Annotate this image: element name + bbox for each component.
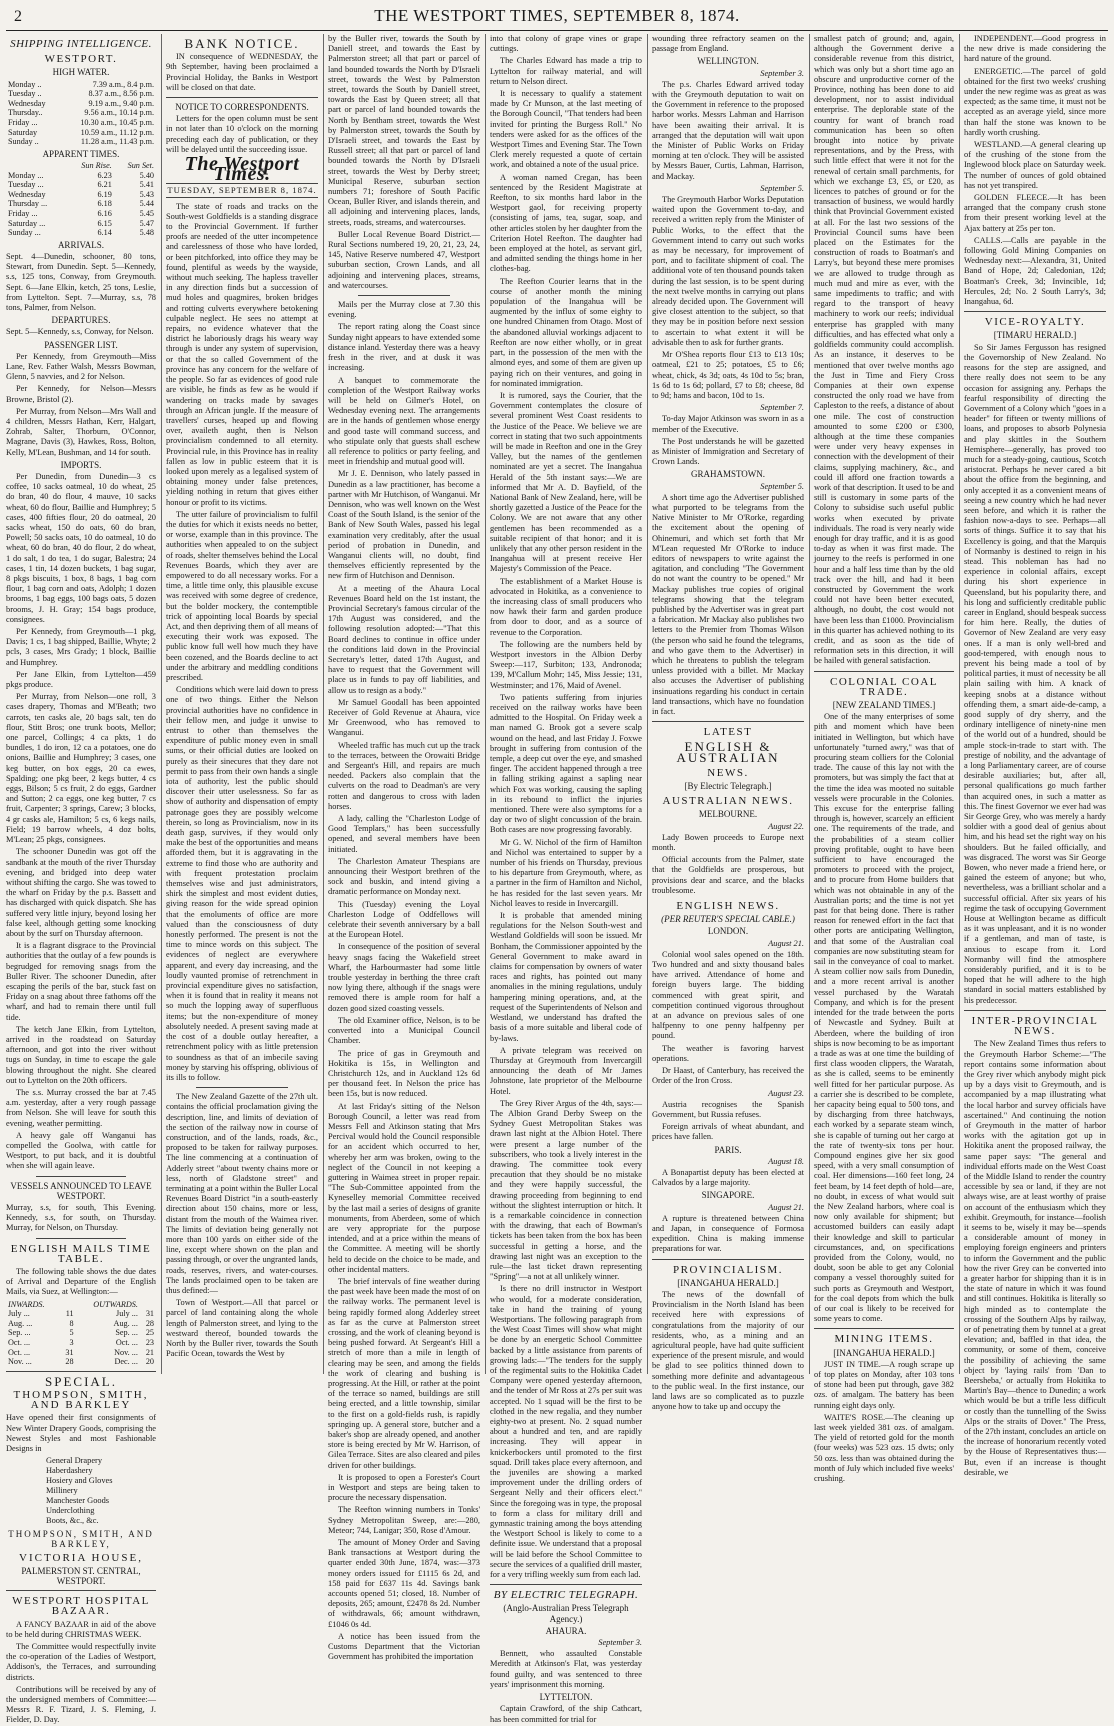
paragraph: CALLS.—Calls are payable in the following Gold Mining Companies on Wednesday next:—Alexandra, 31, United Band of Hope, 2d; Caledonian, 12d; Boatman's Creek, 3d; Invincible, 1d; Hercules, 2d; No. 2 South Larry's, 3d; Inangahua, 6d. <box>964 235 1106 307</box>
paragraph: The Reefton winning numbers in Tonks' Sydney Metropolitan Sweep, are:—280, Meteor; 744, Lanigar; 350, Rose d'Amour. <box>328 1505 480 1535</box>
heading-news: NEWS. <box>707 766 749 779</box>
paragraph: A lady, calling the "Charleston Lodge of Good Templars," has been successfully opened, and several members have been initiated. <box>328 814 480 854</box>
paragraph: smallest patch of ground; and, again, although the Government derive a considerable revenue from this district, which was only but a short time ago an obscure and unproductive corner of the Province, nothing has been done to aid development, nor to assist individual enterprise. The deplorable state of the country for want of branch road communication has been so often brought into notice by private representations, and by the Press, with such little effect that were it not for the renewal of certain small parchments, for which we exchange £3, £5, or £20, as licences to patches of ground or for the transaction of business, we would hardly think that Provincial Government existed at all. For the last two sessions of the Provincial Council sums have been placed on the Estimates for the construction of roads to Boatman's and Larry's, but beyond these mere promises we are allowed to trudge through as much mud and mire as ever, with the same impediments to traffic; and with regard to the transport of heavy machinery to work our reefs; individual enterprise has grappled with many difficulties, and has effected what only a goldfields community could accomplish. As an instance, it deserves to be mentioned that over twelve months ago the Just in Time and Fiery Cross Companies at their own expense constructed the only road we have from Capleston to the reefs, a distance of about one mile. The cost of construction amounted to some £200 or £300, although at the time these companies were under very heavy expenses in connection with the development of their claims, supplying machinery, &c., and could ill afford one fraction towards a work of that description. It used to be and still is customary in some parts of the Colony to subsidise such useful public works when executed by private individuals. The road is very nearly wide enough for dray traffic, and it is as good to-day as when it was first made. The journey to the reefs is performed in one hour and a half less time than by the old track over the hill, and had it been constructed by Government the work could not have been better executed, although, no doubt, the cost would not have been less than £1000. Provincialism in this quarter has achieved nothing to its credit, and as soon as the tide of reformation sets in this direction, it will be hailed with general satisfaction. <box>814 34 955 666</box>
separator <box>652 721 804 722</box>
table-cell: 5.44 <box>139 199 154 209</box>
paragraph: JUST IN TIME.—A rough scrape up of top plates on Monday, after 103 tons of stone had been put through, gave 382 ozs. of amalgam. The battery has been running eight days only. <box>814 1359 954 1410</box>
separator <box>964 1010 1106 1011</box>
paragraph: The Reefton Courier learns that in the course of another month the mining population of the Inangahua will be augmented by the influx of some eighty to one hundred Chinamen from Otago. Most of the abandoned alluvial workings adjacent to Reefton are now either wholly, or in great part, in the possession of the men with the almond eyes, and some of them are given up paying rich on their ventures, and going in for nominated immigration. <box>490 276 642 388</box>
paragraph: Mails per the Murray close at 7.30 this evening. <box>328 300 480 320</box>
table-cell: Oct. ... <box>8 1347 31 1357</box>
paragraph: Per Kennedy, from Greymouth—Miss Lane, Rev. Father Walsh, Messrs Bowman, Glenn, 5 navvies, and 2 for Nelson. <box>6 351 156 382</box>
separator <box>358 295 450 296</box>
table-cell: 28 <box>145 1318 154 1328</box>
paragraph: The ketch Jane Elkin, from Lyttelton, arrived in the roadstead on Saturday afternoon, and got into the river without tugs on Sunday, in time to escape the gale blowing throughout the night. She cleared out to Lyttelton on the 20th officers. <box>6 1024 156 1085</box>
heading-melbourne: MELBOURNE. <box>698 809 758 820</box>
press-agency: (Anglo-Australian Press Telegraph Agency.) <box>503 1603 629 1624</box>
column-rule <box>323 34 324 1374</box>
goods-list <box>46 1456 156 1526</box>
dateline: August 21. <box>768 938 804 948</box>
paragraph: The p.s. Charles Edward arrived today with the Greymouth deputation to wait on the Government in reference to the proposed harbor works. Messrs Lahman and Harrison have been awaiting their arrival. It is arranged that the deputation will wait upon the Minister of Public Works on Friday morning at ten o'clock. They will be assisted by Messrs Bauer, Curtis, Lahman, Harrison, and Mackay. <box>652 79 804 181</box>
bank-notice-text: IN consequence of WEDNESDAY, the 9th September, having been proclaimed a Provincial Holiday, the Banks in Westport will be closed on that date. <box>166 52 318 92</box>
table-cell: July ... <box>8 1309 30 1319</box>
separator <box>814 671 954 672</box>
paragraph: The weather is favoring harvest operations. <box>652 1043 804 1063</box>
heading-bank-notice: BANK NOTICE. <box>184 36 300 51</box>
table-cell: 5.45 <box>139 208 154 218</box>
paragraph: The s.s. Murray crossed the bar at 7.45 a.m. yesterday, after a very rough passage from Nelson. She will leave for south this evening, weather permitting. <box>6 1087 156 1128</box>
column-rule <box>485 34 486 1374</box>
column-rule <box>809 34 810 1374</box>
table-cell: 10.59 a.m., 11.12 p.m. <box>80 127 154 137</box>
table-cell: 6.23 <box>97 170 112 180</box>
paragraph: Colonial wool sales opened on the 18th. Two hundred and and sixty thousand bales have arrived. Attendance of home and foreign buyers large. The bidding commenced with great spirit, and competition continued vigorous throughout at an advance on previous sales of one halfpenny to one penny halfpenny per pound. <box>652 949 804 1041</box>
table-cell: Saturday ... <box>8 218 46 228</box>
table-cell: 11.28 a.m., 11.43 p.m. <box>80 137 154 147</box>
tide-table <box>6 80 156 147</box>
heading-mails: ENGLISH MAILS TIME TABLE. <box>10 1242 152 1265</box>
dateline: August 22. <box>768 821 804 831</box>
table-cell: 5.47 <box>139 218 154 228</box>
heading-hospital-bazaar: WESTPORT HOSPITAL BAZAAR. <box>12 1595 150 1618</box>
table-row <box>6 1338 156 1348</box>
paragraph: A FANCY BAZAAR in aid of the above to be held during CHRISTMAS WEEK. <box>6 1619 156 1639</box>
paragraph: WESTLAND.—A general clearing up of the crushing of the stone from the Inglewood block place on Saturday week. The number of ounces of gold obtained has not yet transpired. <box>964 140 1106 190</box>
table-cell: 10.30 a.m., 10.45 p.m. <box>80 117 154 127</box>
table-cell <box>140 1300 156 1310</box>
heading-ahaura: AHAURA. <box>545 1625 587 1636</box>
paragraph: The brief intervals of fine weather during the past week have been made the most of on the railway works. The permanent level is being rapidly formed along Adderley street as far as the curve at Palmerston street crossing, and the work of cleaning beyond is being pushed forward. At Sergeant's Hill a stretch of more than a mile in length of clearing may be seen, and among the fields the work of clearing and bushing is progressing. At the Hill, or rather at the point of the terrace so named, buildings are still being erected, and a little township, similar to the first on a gold-fields rush, is rapidly springing up. A general store, butcher and a baker's shop are already opened, and another store is being erected by Mr W. Harrison, of Gilea Terrace. Sites are also cleared and piles driven for other buildings. <box>328 1276 480 1470</box>
table-row <box>6 137 156 147</box>
leader-dateline: TUESDAY, SEPTEMBER 8, 1874. <box>166 183 318 197</box>
separator <box>490 1584 642 1585</box>
table-cell: 31 <box>65 1347 74 1357</box>
heading-departures: DEPARTURES. <box>51 315 111 326</box>
heading-telegraph: BY ELECTRIC TELEGRAPH. <box>493 1589 639 1602</box>
mails-intro: The following table shows the due dates of Arrival and Departure of the English Mails, via Suez, at Wellington:— <box>6 1267 156 1297</box>
table-cell: 6.18 <box>97 199 112 209</box>
vessels-text: Murray, s.s, for south, This Evening. Kennedy, s.s, for south, on Thursday. Murray, for Nelson, on Thursday. <box>6 1203 156 1233</box>
paragraph: It is proposed to open a Forester's Court in Westport and steps are being taken to procure the necessary dispensation. <box>328 1472 480 1503</box>
paragraph: Mr Samuel Goodall has been appointed Receiver of Gold Revenue at Ahaura, vice Mr Greenwood, who has removed to Wanganui. <box>328 697 480 738</box>
heading-correspondents: NOTICE TO CORRESPONDENTS. <box>175 102 309 113</box>
table-cell: Wednesday <box>8 98 46 108</box>
table-cell: Friday ... <box>8 208 38 218</box>
paragraph: The establishment of a Market House is advocated in Hokitika, as a convenience to the increasing class of small producers who now hawk their farm and garden produce from door to door, and as a source of revenue to the Corporation. <box>490 576 642 637</box>
paragraph: The following are the numbers held by Westport investors in the Albion Derby Sweep:—117, Surbiton; 133, Andronoda; 139, M'Callum Mohr; 145, Miss Jessie; 131, Westminster; and 176, Maid of Avenel. <box>490 639 642 690</box>
sun-table <box>6 161 156 238</box>
heading-vessels: VESSELS ANNOUNCED TO LEAVE WESTPORT. <box>10 1180 152 1201</box>
table-cell: Sunday ... <box>8 228 41 238</box>
heading-special: SPECIAL. <box>45 1373 117 1389</box>
paragraph: Per Kennedy, from Greymouth—1 pkg, Davis; 1 cs, 1 bag shipped, Baillie, Whyte; 2 pcls, 3 cases, Mrs Grady; 1 block, Baillie and Humphrey. <box>6 627 156 667</box>
paragraph: Captain Crawford, of the ship Cathcart, has been committed for trial for <box>490 1704 642 1724</box>
paragraph: Conditions which were laid down to press one of two things. Either the Nelson provincial authorities have no confidence in their fellow men, and judge it unwise to entrust to other than themselves the expenditure of public money even in small sums, or their official duties are looked on purely as their sinecures that they dare not permit to pass from their own hands a single iota of authority, lest the public should discover their utter uselessness. So far as show of authority and dispensation of empty patronage goes they are possibly welcome therein, so long as Provincialism, now in its death gasp, survives, if they would only make the best of the opportunities and means afforded them, but it is aggravating in the extreme to find those who are authority and with frequent protestation proclaim themselves wise and just administrators, shirk the simplest and most evident duties, giving reason for the wide spread opinion that the emoluments of office are more valued than the consciousness of duty honestly performed. The present is not the time to mince words on this subject. The evidences of neglect are everywhere apparent, and every day increasing, and the loudly vaunted promise of retrenchment in provincial expenditure gives no satisfaction, when it is found that in reality it means not so much the lopping away of superfluous items; but the non-expenditure of money absolutely needed. A present saving made at the cost of a double outlay hereafter, a retrenchment policy with as little pretension to soundness as that of an imbecile saving money by starving his offspring, oblivious of its ills to follow. <box>166 685 318 1082</box>
table-cell <box>6 161 66 171</box>
paragraph: Per Murray, from Nelson—one roll, 3 cases drapery, Thomas and M'Beath; two carrots, ten casks ale, 20 bags salt, ten do flour, Stitt Bros; one trunk boots, Mellor; one parcel, Collings; 4 ca pkts, 1 do bundles, 1 do iron, 12 ca a potatoes, one do onions, Baillie and Humphrey; 3 cases, one keg butter, on box eggs, 20 ca ewes, Spalding; one pkg beer, 2 kegs butter, 4 cs eggs, Bilson; 5 cs fruit, 2 do eggs, Gardner and Sutton; 2 ca eggs, one keg butter, 7 cs fruit, Carpenter; 3 springs, Carew; 3 blocks, 4 gr casks ale, Hamilton; 5 cs, 6 kegs nails, Field; 19 barrow wheels, 4 doz bolts, M'Lean; 25 pkgs, consignees. <box>6 692 156 845</box>
list-item: Manchester Goods <box>46 1496 110 1506</box>
table-cell: 6.19 <box>97 189 112 199</box>
paragraph: The state of roads and tracks on the South-west Goldfields is a standing disgrace to the Provincial Government. If further proofs are needed of the utter incompetence and carelessness of those who have lorded, or been pitchforked, into office they may be found, plentiful as weeds by the wayside, without much seeking. The hapless traveller in any direction finds but a succession of mud holes and quagmires, broken bridges and rotting culverts everywhere betokening culpable neglect. He sees no attempt at repairs, no evidence whatever that the district he laboriously drags his weary way through is under any system of supervision, or that the so called Government of the province has any concern for the welfare of the people. So far as evidences of good rule are visible, he finds as few as he would if wandering on tracks made by savages through an African jungle. If the measure of travellers' curses, heaped up and flowing over, availeth aught, then is Nelson provincialism condemned to all eternity. Provincial rule, in this Province has in reality fallen as low in public esteem that it is looked upon merely as a legalised system of obtaining money under false pretences, yielding nothing in return that gives either honour or profit to its victims. <box>166 201 318 507</box>
paragraph: The Grey River Argus of the 4th, says:—The Albion Grand Derby Sweep on the Sydney Guest Metropolitan Stakes was drawn last night at the Albion Hotel. There were present a large number of the subscribers, who took a lively interest in the drawing. The committee took every precaution that they should be no mistake and they were happily successful, the drawing proceeding from beginning to end without the slightest interruption or hitch. It is a remarkable coincidence in connection with the drawing, that each of Bowman's tickets has been taken from the box has been successful in getting a horse, and the drawing last night was an exception to the rule—the last ticket drawn representing "Spring"—a not at all unlikely winner. <box>490 1098 642 1282</box>
column-rule <box>161 34 162 1374</box>
source-timaru: [TIMARU HERALD.] <box>993 330 1077 341</box>
heading-highwater: HIGH WATER. <box>52 67 110 78</box>
table-cell <box>59 1300 75 1310</box>
table-cell: Wednesday <box>8 189 46 199</box>
paragraph: The Charles Edward has made a trip to Lyttelton for railway material, and will return to Nelson direct. <box>490 56 642 86</box>
separator <box>36 1176 126 1177</box>
paragraph: So Sir James Fergusson has resigned the Governorship of New Zealand. No reasons for the step are assigned, and there really does not seem to be any occasion for assigning any. Perhaps the fearful responsibility of directing the Government of a Colony which "goes in a header" for fifteen or twenty millions of loans, and proposes to absorb Polynesia and play skittles in the Southern Hemisphere—generally, has proved too much for a steady-going, cautious, Scotch aristocrat. Perhaps he never cared a bit about the office from the beginning, and only accepted it as a convenient means of seeing a new country which he had never seen before, and which it is rather the fashion now-a-days to see. Perhaps—all sorts of things. Suffice it to say that his Excellency is going, and that the Marquis of Normanby is destined to reign in his stead. This nobleman has had no experience in colonial affairs, except during his short experience in Queensland, but his popularity there, and his long and sufficiently creditable public career in England, should bespeak success for him here. Really, the duties of Governor of New Zealand are very easy ones. If a man is only well-bred and good-tempered, with enough nous to prevent his being made a tool of by political parties, it must of necessity be all plain sailing with him. A knack of keeping snobs at a distance without offending them, a smart aide-de-camp, a good supply of dry sherry, and the ordinary intelligence of ninety-nine men of the world out of a hundred, should be ample stock-in-trade to start with. The prestige of nobility, and the advantage of a long Parliamentary career, are of course desirable auxiliaries; but, after all, personal qualifications go much farther than acquired ones, in such a matter as this. The finest Governor we ever had was Sir George Grey, who was merely a hardy soldier with a good deal of genius about him, and his head set the right way on his shoulders. But he failed officially, and was disgraced. The worst was Sir George Bowen, who never made a friend here, or gained the esteem of anyone; but who, nevertheless, was a brilliant scholar and a successful official. After six years of his regime the task of occupying Government House at Wellington became as difficult as it was unpleasant, and it is no wonder if a gentleman, and man of taste, is anxious to escape from it. Lord Normanby will find the atmosphere considerably purified, and it is to be hoped that he will adhere to the high standard in social matters established by his predecessor. <box>964 342 1106 1005</box>
table-cell: Sun Set. <box>127 160 154 170</box>
paragraph: Wheeled traffic has much cut up the track to the terraces, between the Orowaiti Bridge and Sergeant's Hill, and repairs are much needed. Packers also complain that the culverts on the road to Deadman's are very rotten and dangerous to cross with laden horses. <box>328 740 480 811</box>
table-row <box>6 228 156 238</box>
paragraph: A heavy gale off Wanganui has compelled the Goolwa, with cattle for Westport, to put back, and it is doubtful when she will again leave. <box>6 1130 156 1171</box>
table-cell: 5.40 <box>139 170 154 180</box>
table-cell: Thursday.. <box>8 108 43 118</box>
notice-text: Letters for the open column must be sent in not later than 10 o'clock on the morning preceding each day of publication, or they will be delayed until the succeeding issue. <box>166 114 318 154</box>
paragraph: At last Friday's sitting of the Nelson Borough Council, a letter was read from Messrs Fell and Atkinson stating that Mrs Percival would hold the Council responsible for an accident which occurred to her, whereby her arm was broken, owing to the neglect of the Council in not keeping a guttering in Waimea street in proper repair. "The Sub-Committee appointed from the Kyneselley memorial Committee received by the last mail a series of designs of granite monuments, from Aberdeen, some of which are very appropriate for the purpose intended, and at a price within the means of the Committee. A meeting will be shortly held to decide on the choice to be made, and other incidental matters. <box>328 1101 480 1274</box>
heading-wellington: WELLINGTON. <box>697 56 759 67</box>
dateline: September 7. <box>760 403 804 413</box>
separator <box>6 1590 156 1591</box>
table-row <box>6 99 156 109</box>
paragraph: Dr Haast, of Canterbury, has received the Order of the Iron Cross. <box>652 1066 804 1086</box>
table-cell: OUTWARDS. <box>93 1299 138 1309</box>
paragraph: A notice has been issued from the Customs Department that the Victorian Government has prohibited the importation <box>328 1631 480 1662</box>
column-5 <box>652 34 804 1412</box>
paragraph: GOLDEN FLEECE.—It has been arranged that the company crush stone from their present working level at the Ajax battery at 25s per ton. <box>964 193 1106 233</box>
heading-london: LONDON. <box>707 926 749 937</box>
paragraph: Lady Bowen proceeds to Europe next month. <box>652 832 804 853</box>
page-number: 2 <box>14 8 23 25</box>
heading-arrivals: ARRIVALS. <box>57 239 105 250</box>
paragraph: The New Zealand Times thus refers to the Greymouth Harbor Scheme:—"The report contains some information about the Grey river which anybody might pick up by a days visit to Greymouth, and is accompanied by a map illustrating what the local harbor and survey officials have ascertained." And continuing the notion of Greymouth in the matter of harbor works with the agitation got up in Hokitika anent the proposed railway, the same paper says: "The general and individual efforts made on the West Coast of the Middle Island to render the country accessible by sea or land, if they are not always wise, are at least worthy of praise on account of the enthusiasm which they exhibit. Greymouth, for instance—foolish it seems to be, wisely it may be—spends a considerable amount of money in employing foreign engineers and printers to inform the Government and the public how the river Grey can be converted into a greater harbor for shipping than it is in the state of nature in which it was found and still continues. Hokitika is literally so high minded as to contemplate the crossing of the Southern Alps by railway, or of penetrating them by tunnel at a great elevation; and, baffled in that idea, the community, or some of them, conceive the possibility of achieving the same object by 'laying rails' from 'Dan to Beersheba,' or actually from Hokitika to Martin's Bay—thence to Dunedin; a work which would be but a trifle less difficult or costly than the tunnelling of the Swiss Alps or the straits of Dover." The Press, of the 27th instant, concludes an article on the increase of honorarium recently voted by the House of Representatives thus:—But, even if an increase is thought desirable, we <box>964 1039 1106 1477</box>
reuter-cable: (PER REUTER'S SPECIAL CABLE.) <box>661 914 795 925</box>
table-cell: Oct. ... <box>115 1338 138 1347</box>
separator <box>196 1087 288 1088</box>
table-row <box>6 180 156 190</box>
paragraph: The Committee would respectfully invite the co-operation of the Ladies of Westport, Addison's, the Terraces, and surrounding districts. <box>6 1642 156 1682</box>
dateline: September 3. <box>760 68 804 78</box>
mails-table <box>6 1300 156 1367</box>
paragraph: One of the many enterprises of some pith and moment which have been initiated in Wellington, but which have unfortunately "turned awry," was that of procuring steam colliers for the Colonial trade. The cause of this lay not with the promoters, but was simply the fact that at the time the idea was mooted no suitable vessels were procurable in the Colonies. This excuse for the enterprise falling through is, however, scarcely an efficient one. The requirements of the trade, and the probabilities of a steam collier proving profitable, ought to have been sufficient to have encouraged the promoters to proceed with the project, and to procure from Home builders that which was not obtainable in any of the Australian ports; and the time is not yet past for that being done. There is rather reason for renewed effort in the fact that other ports are anticipating Wellington, and that some of the Australian coal companies are now substituting steam for sail in the conveyance of coal to market. A steam collier now sails from Dunedin, and a more recent arrival is another vessel purchased by the Waratah Company, and which is for the present intended for the trade between the ports of Newcastle and Sydney. Built at Aberdeen, where the building of iron ships is now becoming to be as important a trade as was at one time the building of first class wooden clippers, the Waratah, as she is called, seems to be eminently well fitted for her particular purpose. As a carrier she is described to be complete, her capacity being equal to 500 tons, and by discharging from three hatchways, each worked by a separate steam winch, she is capable of turning out her cargo at the rate of twenty-six tons per hour. Compound engines give her six good speed, with a very small consumption of coal. Her dimensions—160 feet long, 24 feet beam, by 14 feet depth of hold—are, no doubt, in excess of what would suit the New Zealand harbors, where coal is now only available for shipment; but accustomed builders can easily adapt their knowledge and skill to particular circumstances, and, on specifications provided from the Colony, would, no doubt, soon be able to get any Colonial company a vessel thoroughly suited for such ports as Greymouth and Westport, for the coal depots from which the bulk of our coal is likely to be received for some years to come. <box>814 712 954 1324</box>
paragraph: ENERGETIC.—The parcel of gold obtained for the first two weeks' crushing under the new regime was as great as was expected; as the same time, it must not be accepted as an average yield, since more than half the stone was known to be hardly worth crushing. <box>964 66 1106 137</box>
table-row <box>6 1309 156 1319</box>
paragraph: Foreign arrivals of wheat abundant, and prices have fallen. <box>652 1122 804 1142</box>
separator <box>6 1371 156 1372</box>
table-cell: 11 <box>65 1309 74 1319</box>
paragraph: into that colony of grape vines or grape cuttings. <box>490 34 642 54</box>
table-cell: Sun Rise. <box>81 160 112 170</box>
paragraph: The price of gas in Greymouth and Hokitika is 15s, in Wellington and Christchurch 12s, and in Auckland 12s 6d per thousand feet. In Nelson the price has been 15s, but is now reduced. <box>328 1048 480 1099</box>
heading-inter-provincial: INTER-PROVINCIAL NEWS. <box>971 1014 1099 1038</box>
paragraph: The amount of Money Order and Saving Bank transactions at Westport during the quarter ended 30th June, 1874, was:—373 money orders issued for £1115 6s 2d, and 158 paid for £637 11s 4d. Savings bank accounts opened 51; closed, 18. Number of deposits, 265; amount, £2478 8s 2d. Number of withdrawals, 66; amount withdrawn, £1046 0s 4d. <box>328 1538 480 1629</box>
table-cell: 9.19 a.m., 9.40 p.m. <box>88 98 154 108</box>
table-cell: 6.21 <box>97 180 112 190</box>
dateline: August 23. <box>768 1088 804 1098</box>
heading-vice-royalty: VICE-ROYALTY. <box>984 316 1086 329</box>
paragraph: To-day Major Atkinson was sworn in as a member of the Executive. <box>652 414 804 434</box>
table-cell: Aug. ... <box>8 1318 33 1328</box>
table-cell: INWARDS. <box>8 1299 45 1309</box>
paragraph: The old Examiner office, Nelson, is to be converted into a Municipal Council Chamber. <box>328 1015 480 1046</box>
separator <box>36 1238 126 1239</box>
table-cell: 28 <box>65 1357 74 1367</box>
table-cell: 8.37 a.m., 8.56 p.m. <box>88 89 154 99</box>
column-1 <box>6 34 156 1725</box>
source-nz-times: [NEW ZEALAND TIMES.] <box>832 700 936 710</box>
paragraph: Per Kennedy, for Nelson—Messrs Browne, Bristol (2). <box>6 384 156 404</box>
paragraph: A rupture is threatened between China and Japan, in consequence of Formosa expedition. China is making immense preparations for war. <box>652 1213 804 1254</box>
table-row <box>6 219 156 229</box>
heading-shipping: SHIPPING INTELLIGENCE. <box>10 38 152 50</box>
heading-australian-news: AUSTRALIAN NEWS. <box>662 795 794 808</box>
paragraph: WAITE'S ROSE.—The cleaning up last week yielded 381 ozs. of amalgam. The yield of retorted gold for the month (four weeks) was 523 ozs. 15 dwts; only 50 ozs. less than was obtained during the month of July which included five weeks' crushing. <box>814 1412 954 1484</box>
table-row <box>6 1300 156 1310</box>
table-cell: Tuesday .. <box>8 89 42 99</box>
paragraph: A short time ago the Advertiser published what purported to be telegrams from the Native Minister to Mr O'Rorke, regarding the excitement about the opening of Ohinemuri, and which set forth that Mr M'Lean requested Mr O'Rorke to induce editors of newspapers to write against the agitation, and concluding "The Government do not want the country to be opened." Mr Mackay publishes true copies of original telegrams showing that the telegram published by the Advertiser was in great part a fabrication. Mr Mackay also publishes two letters to the Premier from Thomas Wilson (the person who said he found the telegrams, and who gave them to the Advertiser) in which he threatens to publish the telegram unless provided with a billet. Mr Mackay also accuses the Advertiser of publishing insinuations regarding his conduct in certain land transactions, which have no foundation in fact. <box>652 492 804 716</box>
paragraph: The utter failure of provincialism to fulfil the duties for which it exists needs no better, or worse, example than in this province. The authorities when appealed to on the subject of roads, shelter themselves behind the Local Revenues Boards, which they aver are empowered to do all necessary works. For a time, a little time only, this plausible excuse was received with some degree of credence, but the bolder mockery, the contemptible trick of appointing local Boards by special Act, and then depriving them of all means of executing their work was exposed. The public know full well how much they have been cozened, and the Boards decline to act under the arbitrary and meddling conditions prescribed. <box>166 509 318 682</box>
paragraph: Buller Local Revenue Board District.—Rural Sections numbered 19, 20, 21, 23, 24, 145, Native Reserve numbered 47, Westport suburban section, Crown Lands, and all adjoining and intervening places, streams, and watercourses. <box>328 229 480 290</box>
paragraph: wounding three refractory seamen on the passage from England. <box>652 34 804 54</box>
paragraph: The report rating along the Coast since Sunday night appears to have extended some distance inland. Yesterday there was a heavy fresh in the river, and at dusk it was increasing. <box>328 322 480 373</box>
list-item: Haberdashery <box>46 1466 93 1476</box>
table-cell: Tuesday ... <box>8 180 44 190</box>
heading-mining-items: MINING ITEMS. <box>834 1333 934 1346</box>
paragraph: It is rumored, says the Courier, that the Government contemplates the closure of several prominent West Coast residents to the Justice of the Peace. We believe we are correct in stating that two such appointments will be made in Reefton and one in the Grey Valley, but the names of the gentlemen nominated are yet a secret. The Inangahua Herald of the 5th instant says:—We are informed that Mr A. D. Bayfield, of the National Bank of New Zealand, here, will be shortly gazetted a Justice of the Peace for the Colony. We are not aware that any other gentlemen has been recommended as a suitable recipient of that honor; and it is unlikely that any other person resident in the Inangahua will at present receive Her Majesty's Commission of the Peace. <box>490 390 642 574</box>
separator <box>166 97 318 98</box>
table-cell: Aug. ... <box>113 1318 138 1328</box>
paragraph: Mr O'Shea reports flour £13 to £13 10s; oatmeal, £21 to 25; potatoes, £5 to £6; wheat, chick, 4s 3d; oats, 4s 10d to 5s; bran, 1s 6d to 1s 6d; pollard, £7 to £8; cheese, 8d to 9d; hams and bacon, 10d to 1s. <box>652 350 804 400</box>
paragraph: Per Murray, from Nelson—Mrs Wall and 4 children, Messrs Hathan, Kerr, Halgart, Zohrab, Salter, Thorburn, O'Connor, Magrane, Davis (3), Hawkes, Ross, Bolton, Kelly, M'Lean, Bushman, and 14 for south. <box>6 406 156 457</box>
source-inangahua: [INANGAHUA HERALD.] <box>677 1277 779 1288</box>
table-cell: 6.15 <box>97 218 112 228</box>
column-rule <box>647 34 648 1374</box>
table-cell: Sunday .. <box>8 137 39 147</box>
dateline: September 3. <box>598 1638 642 1648</box>
table-row <box>6 199 156 209</box>
dateline: August 18. <box>768 1156 804 1166</box>
table-cell: Nov. ... <box>8 1357 32 1367</box>
heading-english-australian: ENGLISH & AUSTRALIAN <box>676 739 780 765</box>
paragraph: It is probable that amended mining regulations for the Nelson South-west and Westland Goldfields will soon be issued. Mr Bonham, the Commissioner appointed by the General Government to make award in claims for compensation by owners of water races and rights, has pointed out many anomalies in the mining regulations, unduly hampering mining operations, and, at the request of the Superintendents of Nelson and Westland, we understand has drafted the basis of a more suitable and liberal code of by-laws. <box>490 911 642 1043</box>
table-cell: 25 <box>145 1328 154 1338</box>
departures-text: Sept. 5—Kennedy, s.s, Conway, for Nelson. <box>6 327 154 337</box>
paragraph: The Charleston Amateur Thespians are announcing their Westport brethren of the sock and buskin, and intend giving a dramatic performance on Monday next. <box>328 856 480 897</box>
table-row <box>6 80 156 90</box>
heading-imports: IMPORTS. <box>60 459 102 470</box>
list-item: General Drapery <box>46 1456 103 1466</box>
heading-westport: WESTPORT. <box>44 53 118 66</box>
paragraph: The Greymouth Harbor Works Deputation waited upon the Government to-day, and received a written reply from the Minister of Public Works, to the effect that the Government intend to carry out such works as may be necessary, for improvement of port, and to facilitate shipment of coal. The additional vote of ten thousand pounds taken during the last session, is to be spent during the next twelve months in carrying out plans already decided upon. The Government will give closest attention to the subject, so that they may be in position before next session to ascertain to what extent it will be advisable then to ask for further grants. <box>652 195 804 347</box>
list-item: Underclothing <box>46 1506 95 1516</box>
table-cell: 7.39 a.m., 8.4 p.m. <box>92 79 154 89</box>
paragraph: Per Jane Elkin, from Lyttelton—459 pkgs produce. <box>6 669 156 690</box>
table-cell: July ... <box>116 1309 138 1319</box>
table-cell: Monday .. <box>8 79 42 89</box>
firm-address: PALMERSTON ST. CENTRAL, WESTPORT. <box>21 1565 141 1587</box>
paragraph: Two patients suffering from injuries received on the railway works have been admitted to the Hospital. On Friday week a man named G. Brook got a severe scalp wound on the head, and last Friday J. Foxwe brought in suffering from contusion of the temple, a deep cut over the eye, and smashed finger. The accident happened through a tree in falling striking against a sapling near which Fox was working, causing the sapling in its rebound to inflict the injuries mentioned. There were also symptoms for a day or two of slight concussion of the brain. Both cases are now progressing favorably. <box>490 692 642 835</box>
column-rule <box>959 34 960 1374</box>
table-cell: Saturday <box>8 127 38 137</box>
table-row <box>6 171 156 181</box>
by-telegraph: [By Electric Telegraph.] <box>684 781 772 792</box>
paragraph: A woman named Cregan, has been sentenced by the Resident Magistrate at Reefton, to six months hard labor in the Westport gaol, for receiving property (consisting of jams, tea, sugar, soap, and other articles stolen by her daughter from the Criterion Hotel Reefton. The daughter had been employed at the hotel, as servant girl, and admitted sending the things home in her clothes-bag. <box>490 172 642 274</box>
paper-title: The Westport Times. <box>184 153 300 186</box>
table-cell: 5.43 <box>139 189 154 199</box>
table-cell: 31 <box>145 1309 154 1319</box>
table-cell: Friday ... <box>8 117 38 127</box>
column-7 <box>964 34 1106 1477</box>
paragraph: A private telegram was received on Thursday at Greymouth from Invercargill announcing the death of Mr James Johnstone, late proprietor of the Melbourne Hotel. <box>490 1045 642 1096</box>
separator <box>814 1328 954 1329</box>
masthead <box>6 0 1108 31</box>
heading-colonial-coal: COLONIAL COAL TRADE. <box>830 675 938 698</box>
separator <box>652 1259 804 1260</box>
column-3 <box>328 34 480 1662</box>
paragraph: by the Buller river, towards the South by Daniell street, and towards the East by Palmerston street; all that part or parcel of land bounded towards the North by D'Israeli street, towards the West by Palmerston street, towards the South by Daniell street, towards the East by Queen street; all that part or parcel of land bounded towards the North by Bentham street, towards the West by Palmerston street, towards the South by D'Israeli street, and towards the East by Russell street; all that part or parcel of land bounded towards the North by D'Israeli street, towards the West by Derby street; Municipal Reserve, suburban section numbers 71; foreshore of South Pacific Ocean, Buller River, and islands therein, and all adjoining and intervening places, lands, streets, roads, streams, and watercourses. <box>328 34 480 227</box>
table-cell: 5 <box>69 1328 74 1338</box>
table-row <box>6 1357 156 1367</box>
paragraph: It is necessary to qualify a statement made by Cr Munson, at the last meeting of the Borough Council, "That tenders had been invited for printing the Burgess Roll." No tenders were asked for as the offices of the Westport Times and Evening Star. The Town Clerk merely requested a quote of certain work, and obtained a note of the usual price. <box>490 89 642 170</box>
source-inangahua: [INANGAHUA HERALD.] <box>833 1347 935 1358</box>
heading-paris: PARIS. <box>714 1144 742 1155</box>
paragraph: Austria recognises the Spanish Government, but Russia refuses. <box>652 1099 804 1119</box>
table-cell: 5.48 <box>139 228 154 238</box>
paragraph: Official accounts from the Palmer, state that the Goldfields are prosperous, but provisions dear and scarce, and the blacks troublesome. <box>652 855 804 895</box>
table-cell: 20 <box>145 1357 154 1367</box>
table-cell: Sep. ... <box>8 1328 31 1338</box>
paragraph: INDEPENDENT.—Good progress in the new drive is made considering the hard nature of the ground. <box>964 34 1106 64</box>
paragraph: The Post understands he will be gazetted as Minister of Immigration and Secretary of Crown Lands. <box>652 436 804 467</box>
table-row <box>6 108 156 118</box>
paragraph: Mr G. W. Nichol of the firm of Hamilton and Nichol was entertained to supper by a number of his friends on Thursday, previous to his departure from Greymouth, where, as a partner in the firm of Hamilton and Nichol, he has resided for the last seven years. Mr Nichol leaves to reside in Invercargill. <box>490 837 642 908</box>
arrivals-text: Sept. 4—Dunedin, schooner, 80 tons, Stewart, from Dunedin. Sept. 5—Kennedy, s.s, 125 tons, Conway, from Greymouth. Sept. 6—Jane Elkin, ketch, 25 tons, Leslie, from Lyttelton. Sept. 7—Murray, s.s, 78 tons, Palmer, from Nelson. <box>6 251 156 312</box>
paragraph: The news of the downfall of Provincialism in the North Island has been received here with expressions of congratulations from the majority of our residents, who, as a mining and an agricultural people, have had quite sufficient experience of the present misrule, and would be glad to see politics thinned down to something more definite and advantageous to the public weal. In the first instance, our land laws are so complicated as to puzzle anyone how to take up and occupy the <box>652 1289 804 1412</box>
table-row <box>6 1319 156 1329</box>
table-cell: Monday ... <box>8 170 44 180</box>
table-cell: Dec. ... <box>114 1357 138 1367</box>
special-intro: Have opened their first consignments of New Winter Drapery Goods, comprising the Newest Styles and most Fashionable Designs in <box>6 1413 156 1453</box>
column-2 <box>166 34 318 1374</box>
paragraph: Mr J. E. Dennison, who lately passed in Dunedin as a law practitioner, has become a partner with Mr Hutchison, of Wanganui. Mr Dennison, who was well known on the West Coast of the South Island, is the senior of the Bank of New South Wales, passed his legal examination very creditably, after the usual period of probation in Dunedin, and Wanganui clients will, no doubt, find themselves efficiently represented by the new firm of Hutchison and Dennison. <box>328 469 480 581</box>
paragraph: The schooner Dunedin was got off the sandbank at the mouth of the river Thursday evening, and bridged into deep water without shifting the cargo. She was towed to the wharf on Friday by the p.s. Bassett and has discharged with quick dispatch. She has suffered very little injury, beyond losing her false keel, although getting some knocking about by the surf on Thursday afternoon. <box>6 847 156 938</box>
heading-grahamstown: GRAHAMSTOWN. <box>690 469 766 480</box>
table-cell: Oct. ... <box>8 1338 31 1347</box>
paragraph: Town of Westport.—All that parcel or parcel of land containing along the whole length of Palmerston street, and lying to the westward thereof, bounded towards the North by the Buller river, towards the South Pacific Ocean, towards the West by <box>166 1298 318 1359</box>
table-cell: 9.56 a.m., 10.14 p.m. <box>84 108 154 118</box>
table-row <box>6 190 156 200</box>
separator <box>964 311 1106 312</box>
heading-singapore: SINGAPORE. <box>701 1190 755 1201</box>
list-item: Boots, &c., &c. <box>46 1516 99 1526</box>
table-cell: Thursday ... <box>8 199 48 209</box>
heading-apparent-times: APPARENT TIMES. <box>42 148 120 159</box>
table-row <box>6 209 156 219</box>
table-row <box>6 118 156 128</box>
heading-lyttelton: LYTTELTON. <box>539 1692 593 1703</box>
table-cell: 6.14 <box>97 228 112 238</box>
list-item: Millinery <box>46 1486 78 1496</box>
heading-latest: LATEST <box>703 726 753 739</box>
heading-passenger-list: PASSENGER LIST. <box>44 339 118 350</box>
table-cell: 8 <box>69 1318 74 1328</box>
paragraph: The New Zealand Gazette of the 27th ult. contains the official proclamation giving the description, line, and limits of deviation of the section of the railway now in course of construction, and of the lands, roads, &c., proposed to be taken for railway purposes. The line commencing at a continuation of Adderly street "about twenty chains more or less, north of Gladstone street" and terminating at a point within the Buller Local Revenues Board District "in a south-easterly direction about 150 chains, more or less, distant from the mouth of the Waimea river. The limits of deviation being generally not more than 100 yards on either side of the line, except where shown on the plan and passing through, or over the ungranted lands, roads, reserves, rivers, and water-courses. The lands proclaimed open to be taken are thus defined:— <box>166 1092 318 1295</box>
paragraph: Contributions will be received by any of the undersigned members of Committee:—Messrs R. F. Tizard, J. S. Fleming, J. Fielder, D. Day. <box>6 1684 156 1725</box>
table-row <box>6 89 156 99</box>
victoria-house: VICTORIA HOUSE, <box>19 1551 143 1564</box>
paragraph: This (Tuesday) evening the Loyal Charleston Lodge of Oddfellows will celebrate their seventh anniversary by a ball at the European Hotel. <box>328 899 480 940</box>
firm-name-2: THOMPSON, SMITH, AND BARKLEY, <box>8 1529 154 1550</box>
column-4 <box>490 34 642 1724</box>
table-row <box>6 1328 156 1338</box>
dateline: August 21. <box>768 1202 804 1212</box>
paragraph: Bennett, who assaulted Constable Meredith at Atkinson's Flat, was yesterday found guilty, and was sentenced to three years' imprisonment this morning. <box>490 1649 642 1689</box>
table-row <box>6 161 156 171</box>
paragraph: At a meeting of the Ahaura Local Revenues Board held on the 1st instant, the Provincial Secretary's famous circular of the 17th August was considered, and the following resolution adopted:—"That this Board declines to continue in office under the conditions laid down in the Provincial Secretary's letter, dated 17th August, and have to request that the Government will place us in funds to pay off liabilities, and allow us to resign as a body." <box>328 583 480 695</box>
paragraph: In consequence of the position of several heavy snags facing the Wakefield street Wharf, the Harbourmaster had some little trouble yesterday in berthing the three craft now lying there, although if the snags were removed there is ample room for half a dozen good sized coasting vessels. <box>328 942 480 1013</box>
column-6 <box>814 34 955 1484</box>
table-cell: 5.41 <box>139 180 154 190</box>
firm-name: THOMPSON, SMITH, AND BARKLEY <box>13 1388 149 1412</box>
table-cell: 6.16 <box>97 208 112 218</box>
paragraph: A Bonapartist deputy has been elected at Calvados by a large majority. <box>652 1167 804 1188</box>
dateline: September 5. <box>760 481 804 491</box>
table-cell: 21 <box>145 1347 154 1357</box>
paragraph: It is a flagrant disgrace to the Provincial authorities that the outlay of a few pounds is begrudged for removing snags from the Buller River. The schooner Dunedin, after escaping the perils of the bar, stuck fast on Friday on a snag about three fathoms off the wharf, and had to remain there until full tide. <box>6 941 156 1022</box>
paragraph: Is there no drill instructor in Westport who would, for a moderate consideration, take in hand the training of young Westportians. The following paragraph from the West Coast Times will show what might be done by an energetic School Committee backed by a little assistance from parents of growing lads:—"The tenders for the supply of the regimental suits to the Hokitika Cadet Company were opened yesterday afternoon, and the tender of Mr Ross at 27s per suit was accepted. No 1 squad will be the first to be clothed in the new regalia, and they number eighty-two at present. No. 2 squad number about a hundred and ten, and are rapidly increasing. They will appear in knickerbockers until promoted to the first squad. Drill takes place every afternoon, and the juveniles are showing a marked improvement under the drilling orders of Sergeant Nelly and their officers elect." Since the foregoing was in type, the proposal to form a class for military drill and gymnastic training among the boys attending the Westport School is likely to come to a definite issue. We understand that a proposal will be laid before the School Committee to secure the services of a qualified drill master, for a very trifling weekly sum from each lad. <box>490 1284 642 1580</box>
masthead-title: THE WESTPORT TIMES, SEPTEMBER 8, 1874. <box>374 6 740 25</box>
table-cell: 3 <box>69 1338 74 1347</box>
dateline: September 5. <box>760 183 804 193</box>
heading-english-news: ENGLISH NEWS. <box>676 900 780 913</box>
table-cell: Nov. ... <box>114 1347 138 1357</box>
heading-provincialism: PROVINCIALISM. <box>673 1263 783 1276</box>
table-cell: 23 <box>145 1338 154 1347</box>
table-cell: Sep. ... <box>115 1328 138 1338</box>
table-row <box>6 128 156 138</box>
table-row <box>6 1348 156 1358</box>
paragraph: A banquet to commemorate the completion of the Westport Railway works will be held on Gilmer's Hotel, on Wednesday evening next. The arrangements are in the hands of gentlemen whose energy and good taste will command success, and who stipulate only that guests shall eschew all reference to politics or party feeling, and meet in friendship and mutual good will. <box>328 375 480 467</box>
list-item: Hosiery and Gloves <box>46 1476 113 1486</box>
paragraph: Per Dunedin, from Dunedin—3 cs coffee, 10 sacks oatmeal, 10 do wheat, 25 do bran, 40 do flour, 4 mauve, 10 sacks wheat, 60 do flour, Baillie and Humphrey; 5 cases, 400 fifties flour, 20 do oatmeal, 20 sacks wheat, 150 do oats, 60 do bran, Powell; 50 sacks oats, 10 do oatmeal, 10 do wheat, 60 do bran, 40 do flour, 2 do wheat, 1 do salt, 1 do tea, 1 do sugar, Balestra; 24 cases, 1 tin, 14 dozen buckets, 1 bag sugar, 8 pkgs biscuits, 1 box, 8 bags, 1 bag corn flour, 1 bag corn and oats, Adolph; 1 dozen brooms, 1 bag eggs, 100 bags oats, 5 dozen brooms, J. H. Gray; 154 bags produce, consignees. <box>6 471 156 624</box>
